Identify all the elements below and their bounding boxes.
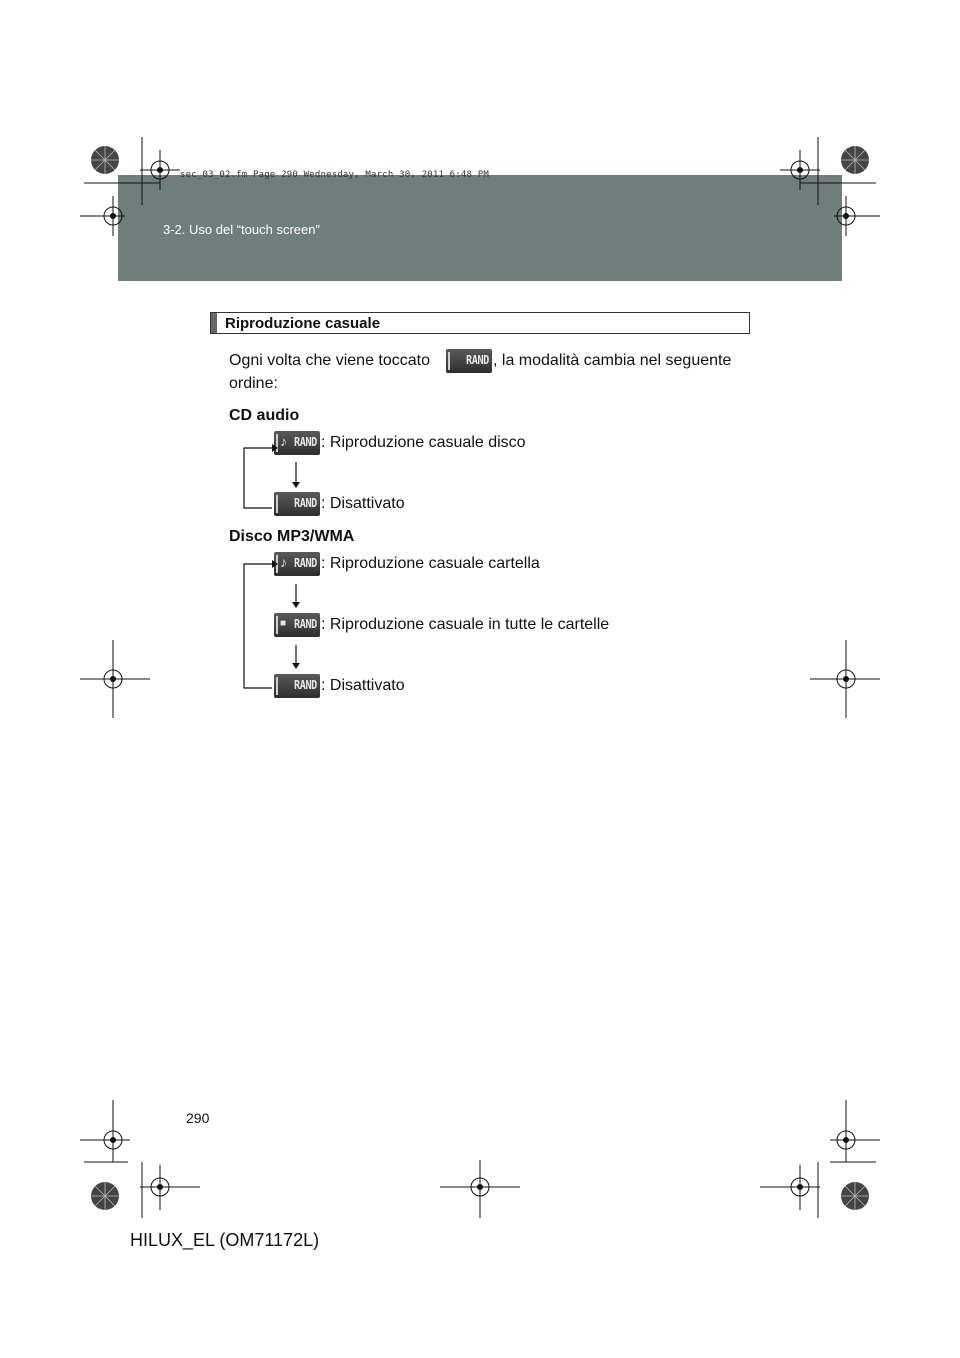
mp3-item-2-text: : Riproduzione casuale in tutte le cartelle [321,616,610,633]
cd-item-2-text: : Disattivato [321,495,405,512]
intro-before: Ogni volta che viene toccato [229,352,431,369]
rand-button-label: RAND [294,617,317,631]
intro-after: , la modalità cambia nel seguente [493,352,732,369]
mp3-title: Disco MP3/WMA [229,528,355,545]
note-icon: ♪ [280,554,287,570]
rand-button-label: RAND [294,496,317,510]
footer-model: HILUX_EL (OM71172L) [130,1230,320,1250]
mp3-item-1-text: : Riproduzione casuale cartella [321,555,540,572]
mp3-item-3-text: : Disattivato [321,677,405,694]
rand-button-label: RAND [466,353,489,367]
section-title: 3-2. Uso del “touch screen” [163,222,320,237]
section-heading-text: Riproduzione casuale [225,315,381,332]
printer-line: sec_03_02.fm Page 290 Wednesday, March 30, 2011 6:48 PM [180,170,490,180]
cd-audio-title: CD audio [229,407,300,424]
intro-line-2: ordine: [229,375,278,392]
note-icon: ♪ [280,433,287,449]
rand-button-label: RAND [294,678,317,692]
rand-button-label: RAND [294,435,317,449]
folder-icon: ■ [280,618,287,629]
page-number: 290 [186,1110,210,1126]
cd-item-1-text: : Riproduzione casuale disco [321,434,526,451]
rand-button-label: RAND [294,556,317,570]
